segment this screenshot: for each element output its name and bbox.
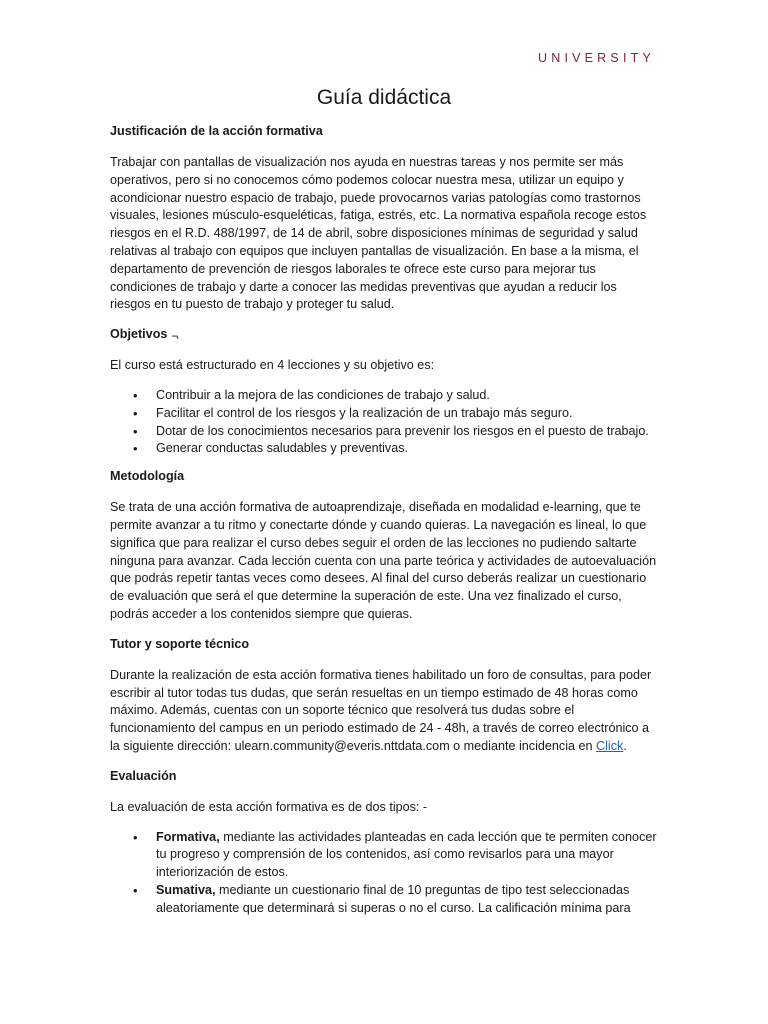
section-tutor: [110, 636, 660, 756]
section-objetivos: [110, 326, 660, 458]
document-body: [110, 123, 660, 928]
list-item-text: mediante las actividades planteadas en cada lección que te permiten conocer tu progreso y comprensión de los contenidos, así como revisarlos para una mayor interiorización de estos.: [156, 829, 657, 880]
section-justificacion: [110, 123, 660, 314]
university-logo: UNIVERSITY: [537, 51, 655, 65]
paragraph-text: Durante la realización de esta acción formativa tienes habilitado un foro de consultas, para poder escribir al tutor todas tus dudas, que serán resueltas en un tiempo estimado de 48 horas como máximo. Además, cuentas con un soporte técnico que resolverá tus dudas sobre el funcionamiento del campus en un periodo estimado de 24 - 48h, a través de correo electrónico a la siguiente dirección: ulearn.community@everis.nttdata.com o mediante incidencia en: [110, 667, 652, 753]
section-heading: Evaluación: [110, 768, 177, 783]
list-item-text: Facilitar el control de los riesgos y la realización de un trabajo más seguro.: [156, 405, 573, 420]
paragraph: La evaluación de esta acción formativa es de dos tipos: -: [110, 799, 428, 814]
paragraph-end: .: [623, 738, 627, 753]
list-item: [110, 423, 660, 441]
evaluation-list: [110, 829, 660, 918]
section-metodologia: [110, 468, 660, 624]
section-heading: Justificación de la acción formativa: [110, 124, 323, 138]
click-link[interactable]: Click: [596, 738, 624, 753]
list-item: [110, 387, 660, 405]
section-heading: Metodología: [110, 469, 185, 484]
bullet-icon: •: [133, 882, 138, 898]
section-heading: Tutor y soporte técnico: [110, 636, 250, 651]
paragraph: [110, 667, 660, 756]
list-item-term: Sumativa,: [156, 882, 216, 897]
bullet-icon: •: [133, 829, 138, 845]
paragraph: Se trata de una acción formativa de autoaprendizaje, diseñada en modalidad e-learning, que te permite avanzar a tu ritmo y conectarte dónde y cuando quieras. La navegación es lineal, lo que significa que para realizar el curso debes seguir el orden de las lecciones no pudiendo saltarte ninguna para avanzar. Cada lección cuenta con una parte teórica y actividades de autoevaluación que podrás repetir tantas veces como desees. Al final del curso deberás realizar un cuestionario de evaluación que será el que determine la superación de este. Una vez finalizado el curso, podrás acceder a los contenidos siempre que quieras.: [110, 500, 657, 621]
heading-mark: ¬: [171, 329, 179, 344]
list-item-text: Dotar de los conocimientos necesarios para prevenir los riesgos en el puesto de trabajo.: [156, 423, 649, 438]
list-item-term: Formativa,: [156, 829, 220, 844]
section-evaluacion: [110, 768, 660, 918]
page-title: Guía didáctica: [316, 86, 452, 109]
section-heading-text: Objetivos: [110, 327, 168, 342]
bullet-icon: •: [133, 441, 138, 457]
list-item: [110, 440, 660, 458]
paragraph: Trabajar con pantallas de visualización nos ayuda en nuestras tareas y nos permite ser más operativos, pero si no conocemos cómo podemos colocar nuestra mesa, utilizar un equipo y acondicionar nuestro espacio de trabajo, puede provocarnos varias patologías como trastornos visuales, lesiones músculo-esqueléticas, fatiga, estrés, etc. La normativa española recoge estos riesgos en el R.D. 488/1997, de 14 de abril, sobre disposiciones mínimas de seguridad y salud relativas al trabajo con equipos que incluyen pantallas de visualización. En base a la misma, el departamento de prevención de riesgos laborales te ofrece este curso para mejorar tus condiciones de trabajo y darte a conocer las medidas preventivas que ayudan a reducir los riesgos en tu puesto de trabajo y proteger tu salud.: [110, 155, 647, 312]
objectives-list: [110, 387, 660, 458]
list-item-text: mediante un cuestionario final de 10 preguntas de tipo test seleccionadas aleatoriamente que determinará si superas o no el curso. La calificación mínima para: [156, 882, 631, 915]
list-item: [110, 882, 660, 918]
bullet-icon: •: [133, 387, 138, 403]
bullet-icon: •: [133, 423, 138, 439]
section-heading: [110, 326, 660, 343]
list-item: [110, 829, 660, 882]
list-item-text: Generar conductas saludables y preventivas.: [156, 441, 409, 456]
paragraph: El curso está estructurado en 4 lecciones y su objetivo es:: [110, 358, 435, 373]
list-item: [110, 405, 660, 423]
bullet-icon: •: [133, 405, 138, 421]
list-item-text: Contribuir a la mejora de las condiciones de trabajo y salud.: [156, 387, 490, 402]
